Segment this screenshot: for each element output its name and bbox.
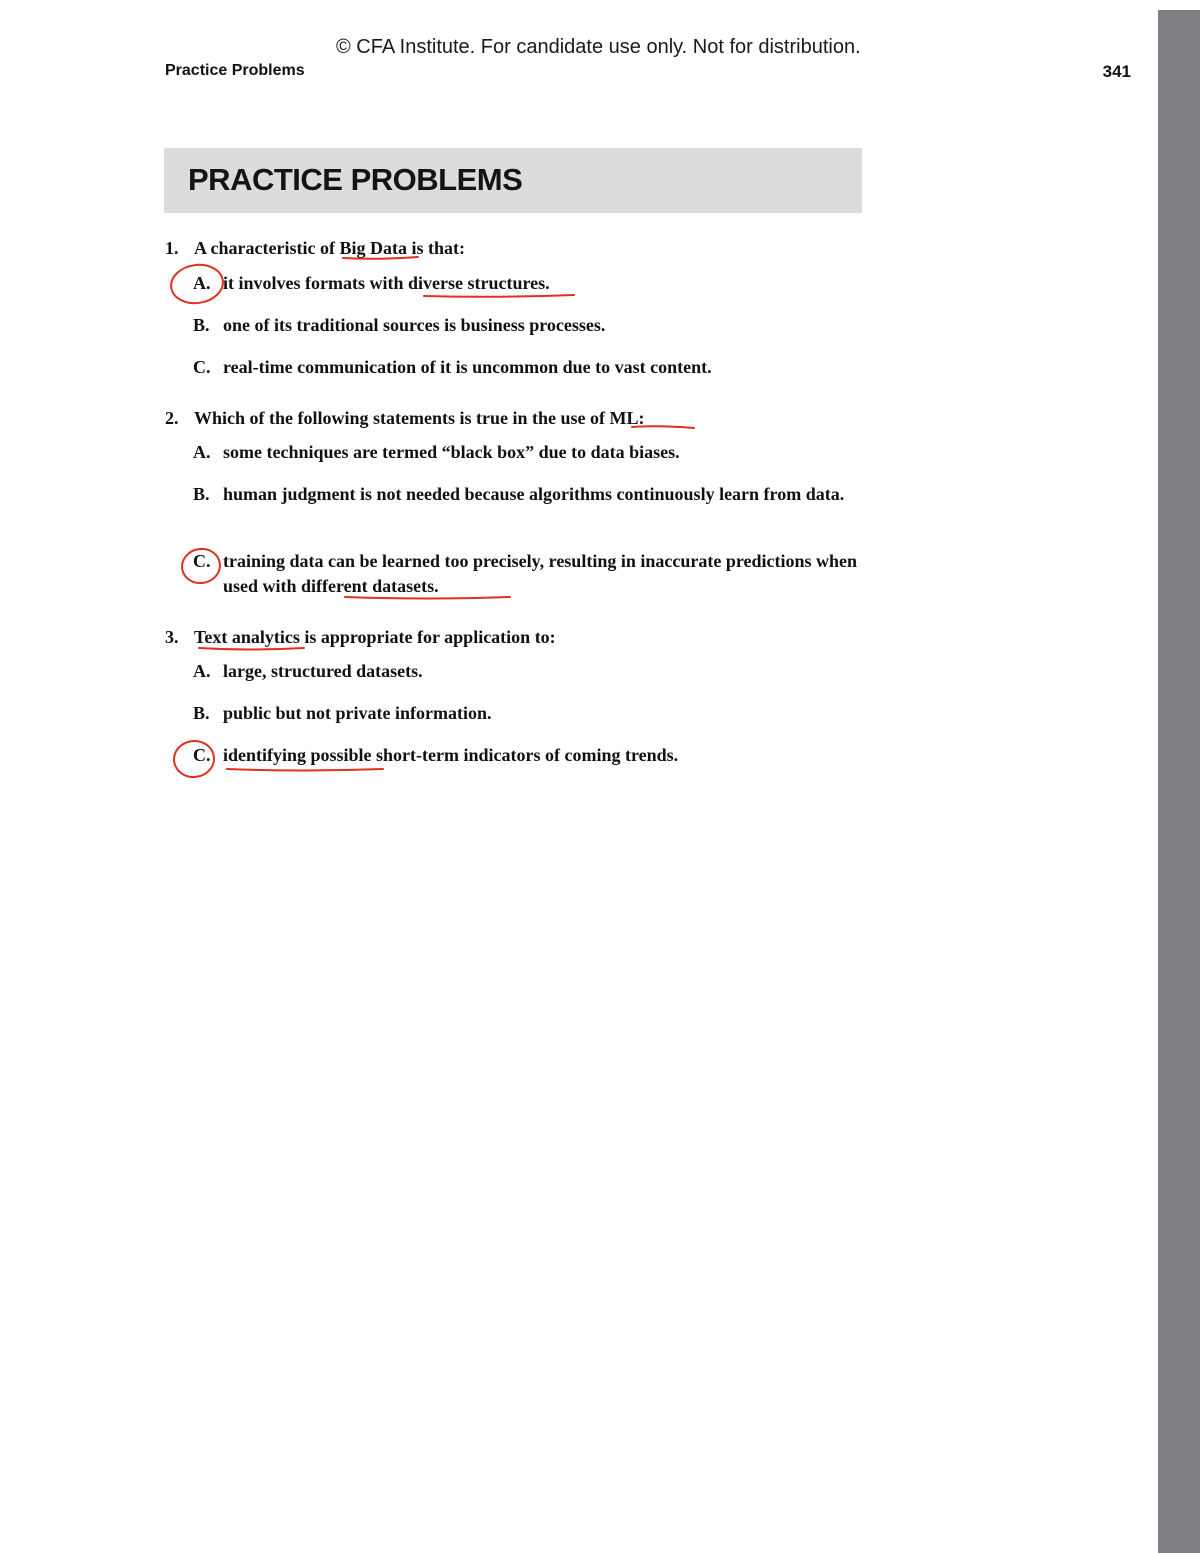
question-number: 1. [165, 238, 179, 258]
option-text: identifying possible short-term indicators of coming trends. [223, 745, 679, 765]
copyright-notice: © CFA Institute. For candidate use only. Not for distribution. [336, 36, 861, 58]
option-text: human judgment is not needed because algorithms continuously learn from data. [223, 484, 845, 504]
section-title-band [164, 148, 862, 213]
side-thumb-tab [1158, 10, 1200, 1553]
option-letter: A. [193, 661, 211, 681]
option-letter: C. [193, 745, 211, 765]
option-letter: A. [193, 442, 211, 462]
option-letter: C. [193, 357, 211, 377]
option-letter: A. [193, 273, 211, 293]
option-text: it involves formats with diverse structures. [223, 273, 550, 293]
question-stem: A characteristic of Big Data is that: [194, 238, 465, 258]
question-number: 3. [165, 627, 179, 647]
option-letter: B. [193, 315, 210, 335]
page-title: PRACTICE PROBLEMS [188, 162, 523, 197]
option-text: public but not private information. [223, 703, 492, 723]
option-text: some techniques are termed “black box” due to data biases. [223, 442, 680, 462]
running-head: Practice Problems [165, 62, 305, 79]
option-text: real-time communication of it is uncommon due to vast content. [223, 357, 712, 377]
question-stem: Which of the following statements is true in the use of ML: [194, 408, 645, 428]
option-letter: C. [193, 551, 211, 571]
option-text: training data can be learned too precisely, resulting in inaccurate predictions when used with different datasets. [223, 551, 857, 596]
option-letter: B. [193, 703, 210, 723]
page-number: 341 [1102, 62, 1131, 81]
underline-identifying-possible [227, 769, 383, 771]
option-text: one of its traditional sources is business processes. [223, 315, 606, 335]
question-number: 2. [165, 408, 179, 428]
question-stem: Text analytics is appropriate for application to: [194, 627, 556, 647]
option-letter: B. [193, 484, 210, 504]
option-text: large, structured datasets. [223, 661, 423, 681]
